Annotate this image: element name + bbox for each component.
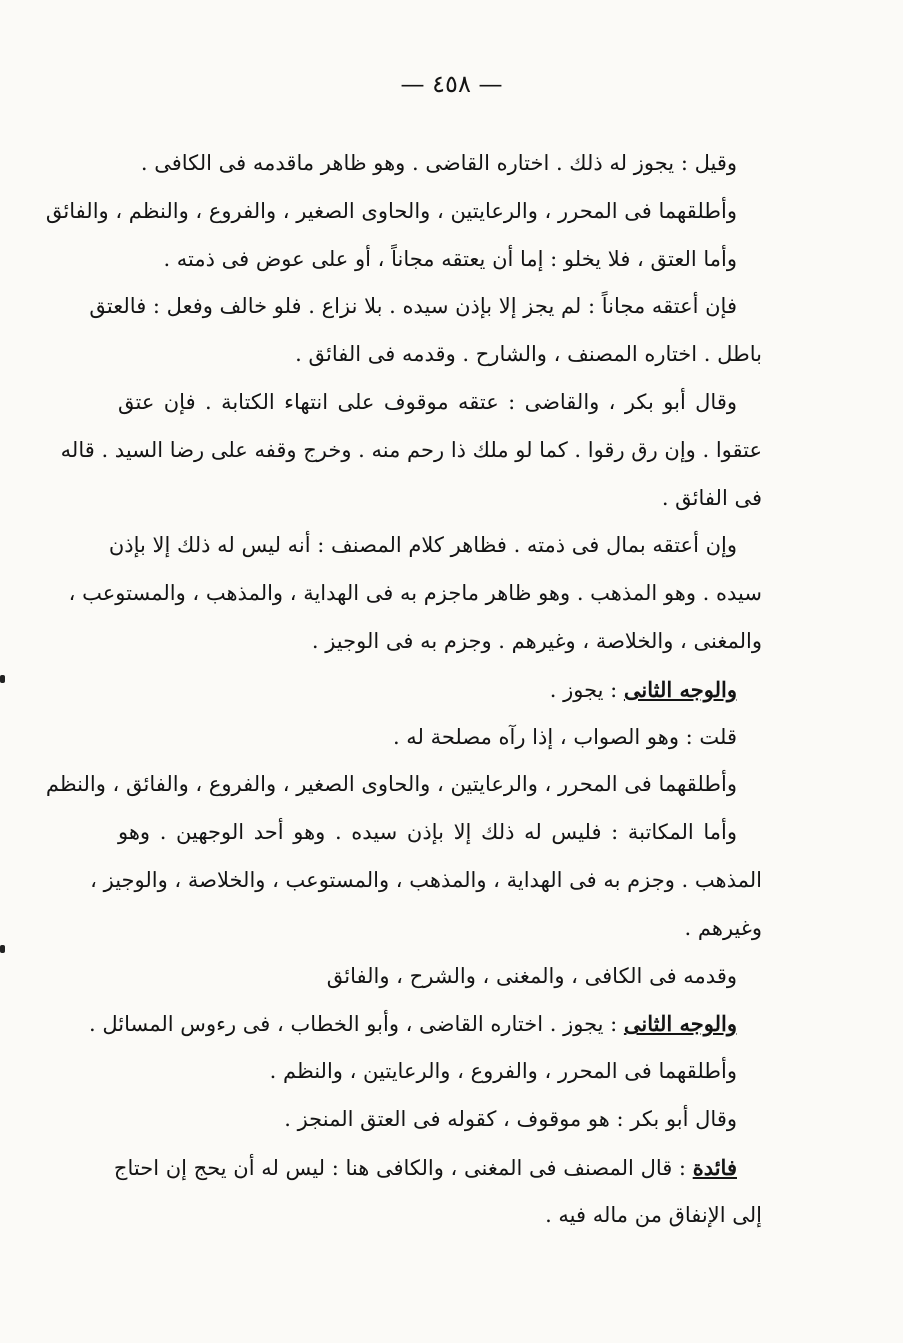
text-line [118, 905, 762, 953]
line-text: وأما العتق ، فلا يخلو : إما أن يعتقه مجاناً ، أو على عوض فى ذمته . [163, 246, 737, 271]
line-text: وقال أبو بكر : هو موقوف ، كقوله فى العتق المنجز . [284, 1106, 737, 1131]
text-line [118, 618, 762, 666]
text-line [118, 1096, 762, 1144]
line-text: فإن أعتقه مجاناً : لم يجز إلا بإذن سيده . بلا نزاع . فلو خالف وفعل : فالعتق [89, 294, 737, 319]
line-text: عتقوا . وإن رق رقوا . كما لو ملك ذا رحم منه . وخرج وقفه على رضا السيد . قاله [60, 437, 762, 462]
section-heading: فائدة [692, 1154, 737, 1180]
text-line [90, 857, 762, 905]
text-line [45, 188, 762, 236]
text-line [60, 427, 762, 475]
line-text: : قال المصنف فى المغنى ، والكافى هنا : ليس له أن يحج إن احتاج [113, 1155, 693, 1180]
line-text: المذهب . وجزم به فى الهداية ، والمذهب ، والمستوعب ، والخلاصة ، والوجيز ، [90, 867, 762, 892]
text-line [118, 714, 762, 762]
text-line [118, 1192, 762, 1240]
text-line [118, 475, 762, 523]
page-number: — ٤٥٨ — [400, 70, 503, 98]
text-line [45, 761, 762, 809]
line-text: وغيرهم . [684, 915, 762, 940]
line-text: : يجوز . اختاره القاضى ، وأبو الخطاب ، فى رءوس المسائل . [89, 1012, 624, 1037]
text-line [118, 236, 762, 284]
line-text: وقيل : يجوز له ذلك . اختاره القاضى . وهو ظاهر ماقدمه فى الكافى . [140, 151, 737, 175]
line-text: قلت : وهو الصواب ، إذا رآه مصلحة له . [392, 724, 737, 749]
text-line [118, 379, 762, 427]
text-line [89, 283, 762, 331]
text-line [89, 1000, 762, 1048]
text-line [118, 809, 762, 857]
text-line [118, 953, 762, 1001]
body-text [45, 140, 762, 1239]
line-text: وأطلقهما فى المحرر ، والرعايتين ، والحاوى الصغير ، والفروع ، والنظم ، والفائق [45, 198, 737, 223]
line-text: والمغنى ، والخلاصة ، وغيرهم . وجزم به فى الوجيز . [311, 628, 762, 653]
line-text: وأطلقهما فى المحرر ، والرعايتين ، والحاوى الصغير ، والفروع ، والفائق ، والنظم [45, 772, 737, 797]
text-line [108, 522, 762, 570]
line-text: وأطلقهما فى المحرر ، والفروع ، والرعايتين ، والنظم . [269, 1059, 737, 1084]
line-text: إلى الإنفاق من ماله فيه . [545, 1202, 762, 1227]
section-heading: والوجه الثانى [623, 1011, 737, 1037]
text-line [118, 1048, 762, 1096]
text-line [113, 1144, 762, 1192]
line-text: وإن أعتقه بمال فى ذمته . فظاهر كلام المصنف : أنه ليس له ذلك إلا بإذن [108, 533, 737, 558]
line-text: باطل . اختاره المصنف ، والشارح . وقدمه فى الفائق . [295, 342, 762, 367]
margin-mark [0, 945, 5, 953]
line-text: فى الفائق . [661, 485, 762, 510]
text-line [118, 140, 762, 188]
line-text: : يجوز . [549, 677, 624, 702]
line-text: وقدمه فى الكافى ، والمغنى ، والشرح ، والفائق [326, 963, 737, 988]
line-text: وأما المكاتبة : فليس له ذلك إلا بإذن سيده . وهو أحد الوجهين . وهو [118, 820, 737, 845]
line-text: سيده . وهو المذهب . وهو ظاهر ماجزم به فى الهداية ، والمذهب ، والمستوعب ، [68, 581, 762, 606]
line-text: وقال أبو بكر ، والقاضى : عتقه موقوف على انتهاء الكتابة . فإن عتق [118, 389, 737, 414]
section-heading: والوجه الثانى [623, 676, 737, 702]
margin-mark [0, 675, 5, 683]
text-line [68, 570, 762, 618]
text-line [118, 666, 762, 714]
text-line [118, 331, 762, 379]
